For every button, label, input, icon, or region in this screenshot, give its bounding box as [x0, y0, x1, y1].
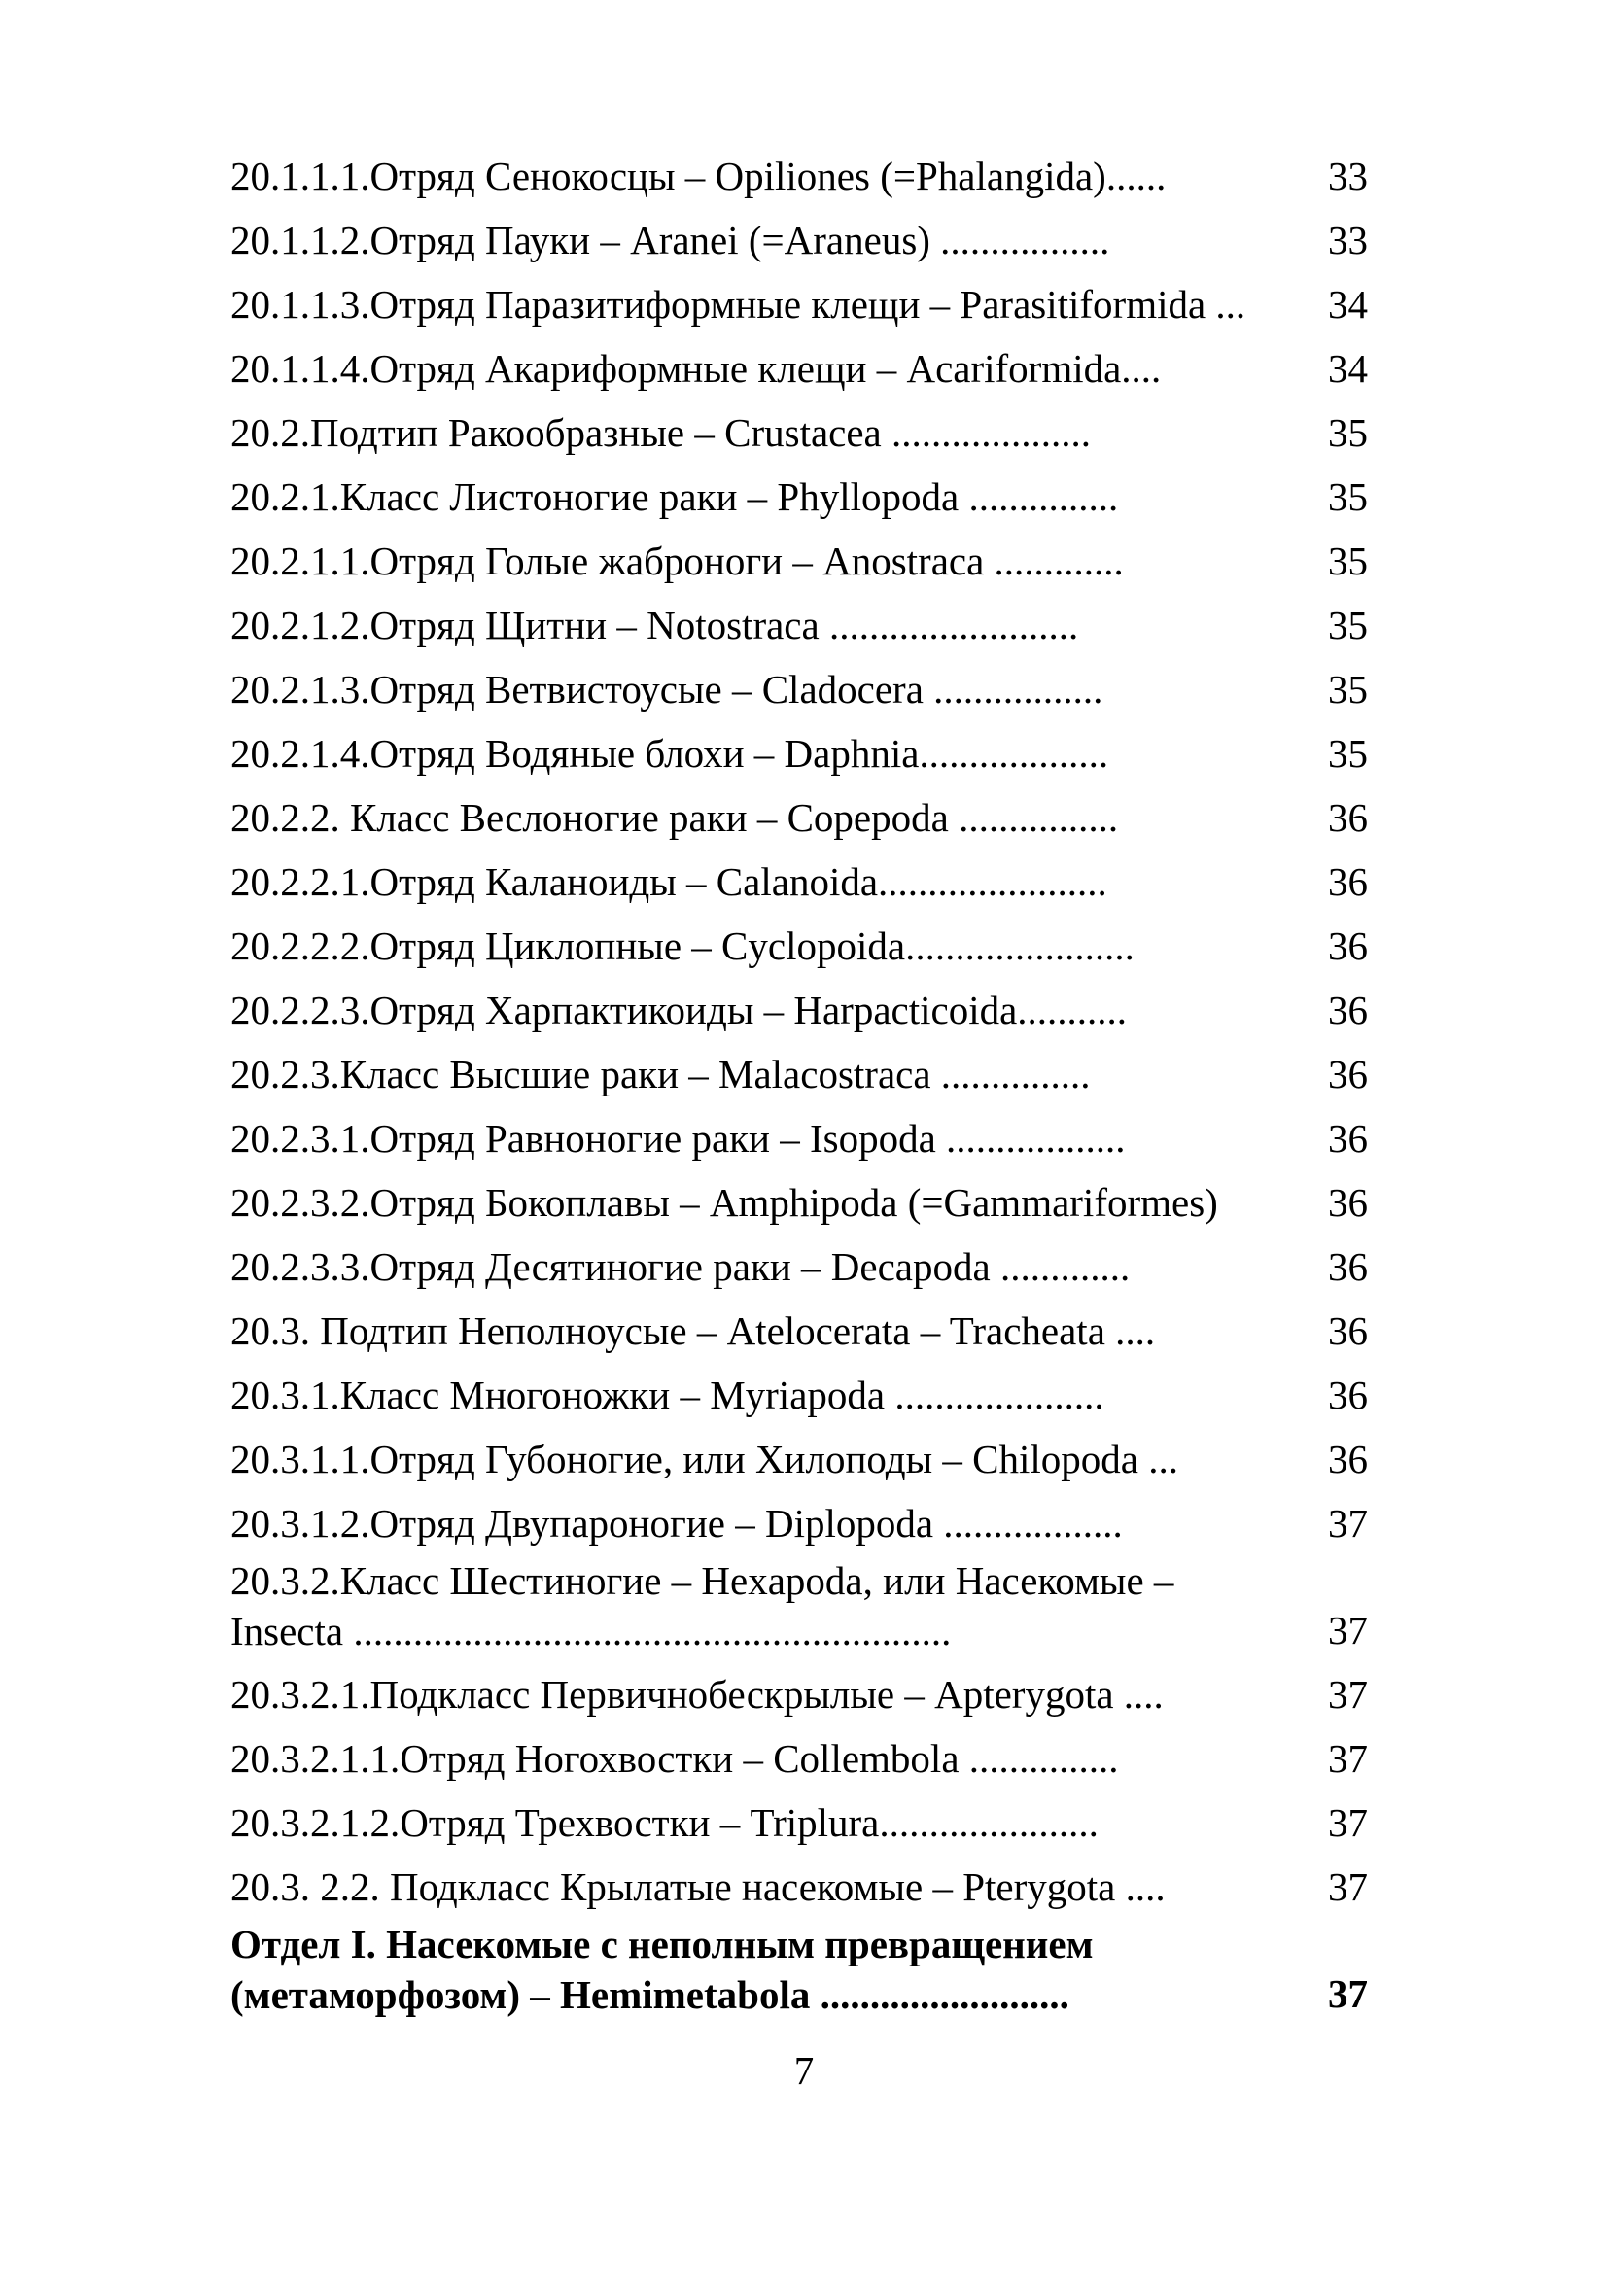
toc-entry-page: 36	[1328, 988, 1368, 1032]
toc-entry-title: 20.2.3.Класс Высшие раки – Malacostraca ...............	[230, 1052, 1091, 1096]
toc-entry-page: 35	[1328, 410, 1368, 455]
toc-entry	[230, 336, 1368, 400]
toc-entry-page: 35	[1328, 539, 1368, 583]
toc-entry-title: 20.2.1.4.Отряд Водяные блохи – Daphnia...................	[230, 731, 1109, 776]
toc-entry-title: 20.2.2.1.Отряд Каланоиды – Calanoida.......................	[230, 859, 1107, 904]
toc-entry-title: 20.2.Подтип Ракообразные – Crustacea ....................	[230, 410, 1092, 455]
toc-entry-page: 35	[1328, 667, 1368, 712]
toc-entry	[230, 1662, 1368, 1726]
toc-entry-page: 36	[1328, 859, 1368, 904]
toc-entry-title: 20.3. 2.2. Подкласс Крылатые насекомые – Pterygota ....	[230, 1864, 1166, 1909]
toc-entry-page: 35	[1328, 474, 1368, 519]
toc-entry-title: 20.2.1.2.Отряд Щитни – Notostraca .........................	[230, 603, 1079, 647]
toc-entry	[230, 1299, 1368, 1363]
toc-entry	[230, 1491, 1368, 1555]
toc-entry-title: 20.3.2.1.Подкласс Первичнобескрылые – Apterygota ....	[230, 1672, 1164, 1717]
toc-entry-title: 20.2.2. Класс Веслоногие раки – Copepoda ................	[230, 795, 1119, 840]
toc-entry	[230, 721, 1368, 785]
toc-entry	[230, 272, 1368, 336]
toc-entry	[230, 1855, 1368, 1919]
toc-entry-page: 34	[1328, 282, 1368, 327]
toc-entry-page: 33	[1328, 218, 1368, 262]
toc-entry-page: 33	[1328, 154, 1368, 198]
toc-entry	[230, 1042, 1368, 1106]
toc-entry-title: 20.1.1.4.Отряд Акариформные клещи – Acariformida....	[230, 346, 1162, 391]
toc-entry-page: 36	[1328, 1373, 1368, 1417]
toc-entry	[230, 1363, 1368, 1427]
toc-entry-page: 37	[1328, 1608, 1368, 1652]
toc-entry	[230, 914, 1368, 978]
toc-entry-page: 37	[1328, 1864, 1368, 1909]
toc-entry-page: 36	[1328, 1244, 1368, 1289]
toc-entry-page: 37	[1328, 1501, 1368, 1546]
toc-entry-title: Отдел I. Насекомые с неполным превращением (метаморфозом) – Hemimetabola .........................	[230, 1922, 1094, 2017]
toc-entry-title: 20.3.1.1.Отряд Губоногие, или Хилоподы – Chilopoda ...	[230, 1437, 1178, 1481]
toc-entry-page: 36	[1328, 795, 1368, 840]
toc-entry-title: 20.2.1.1.Отряд Голые жаброноги – Anostraca .............	[230, 539, 1124, 583]
toc-entry-title: 20.1.1.3.Отряд Паразитиформные клещи – Parasitiformida ...	[230, 282, 1246, 327]
toc-entry	[230, 208, 1368, 272]
toc-entry	[230, 850, 1368, 914]
toc-entry	[230, 1170, 1368, 1235]
toc-entry	[230, 400, 1368, 465]
toc-entry-title: 20.2.2.2.Отряд Циклопные – Cyclopoida.......................	[230, 923, 1135, 968]
toc-entry	[230, 144, 1368, 208]
toc-entry-page: 37	[1328, 1672, 1368, 1717]
toc-entry-page: 36	[1328, 1437, 1368, 1481]
toc-entry-title: 20.3.2.Класс Шестиногие – Hexapoda, или Насекомые – Insecta ............................................................	[230, 1558, 1174, 1653]
toc-entry	[230, 785, 1368, 850]
toc-entry	[230, 1235, 1368, 1299]
toc-entry	[230, 465, 1368, 529]
toc-entry-page: 37	[1328, 1971, 1368, 2016]
toc-entry-title: 20.3.2.1.2.Отряд Трехвостки – Triplura......................	[230, 1800, 1099, 1845]
toc-entry	[230, 1791, 1368, 1855]
toc-entry-page: 36	[1328, 1308, 1368, 1353]
toc-section-heading	[230, 1919, 1368, 2026]
toc-entry-title: 20.3.2.1.1.Отряд Ногохвостки – Collembola ...............	[230, 1736, 1119, 1781]
toc-entry-title: 20.3. Подтип Неполноусые – Atelocerata – Tracheata ....	[230, 1308, 1156, 1353]
toc-entry	[230, 978, 1368, 1042]
toc-entry-title: 20.2.1.3.Отряд Ветвистоусые – Cladocera .................	[230, 667, 1103, 712]
toc-entry-title: 20.2.3.1.Отряд Равноногие раки – Isopoda ..................	[230, 1116, 1126, 1161]
toc-entry	[230, 657, 1368, 721]
toc-entry-page: 35	[1328, 731, 1368, 776]
toc-entry-page: 36	[1328, 1180, 1368, 1225]
toc-entry-title: 20.3.1.Класс Многоножки – Myriapoda .....................	[230, 1373, 1104, 1417]
toc-entry	[230, 593, 1368, 657]
toc-entry-page: 34	[1328, 346, 1368, 391]
toc-entry-title: 20.1.1.1.Отряд Сенокосцы – Opiliones (=Phalangida)......	[230, 154, 1167, 198]
toc-entry	[230, 1726, 1368, 1791]
toc-entry-title: 20.2.2.3.Отряд Харпактикоиды – Harpacticoida...........	[230, 988, 1128, 1032]
toc-entry-page: 36	[1328, 923, 1368, 968]
toc-entry-title: 20.2.1.Класс Листоногие раки – Phyllopoda ...............	[230, 474, 1119, 519]
toc-entry	[230, 1427, 1368, 1491]
toc-entry-title: 20.1.1.2.Отряд Пауки – Aranei (=Araneus) .................	[230, 218, 1110, 262]
page-number: 7	[793, 2048, 815, 2093]
toc-entry-page: 37	[1328, 1800, 1368, 1845]
toc-entry-title: 20.2.3.3.Отряд Десятиногие раки – Decapoda .............	[230, 1244, 1131, 1289]
toc-entry	[230, 1555, 1368, 1662]
toc-entry-page: 37	[1328, 1736, 1368, 1781]
toc-entry	[230, 529, 1368, 593]
toc-entry-title: 20.3.1.2.Отряд Двупароногие – Diplopoda ..................	[230, 1501, 1123, 1546]
toc-entry	[230, 1106, 1368, 1170]
toc-entry-page: 36	[1328, 1116, 1368, 1161]
toc-entry-title: 20.2.3.2.Отряд Бокоплавы – Amphipoda (=Gammariformes)	[230, 1180, 1218, 1225]
table-of-contents	[230, 144, 1368, 2026]
toc-entry-page: 36	[1328, 1052, 1368, 1096]
toc-entry-page: 35	[1328, 603, 1368, 647]
